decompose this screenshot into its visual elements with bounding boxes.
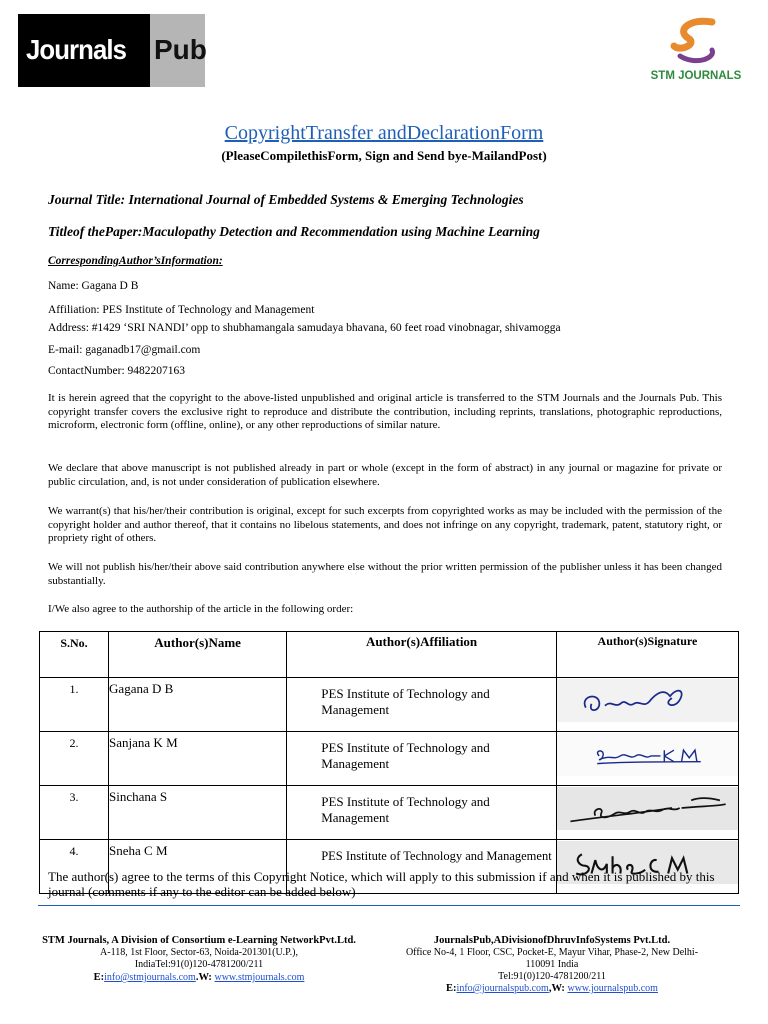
row-author-affiliation: PES Institute of Technology and Management xyxy=(287,840,557,894)
signature-cell xyxy=(556,786,738,840)
table-row xyxy=(40,786,739,840)
footer-right-company: JournalsPub,ADivisionofDhruvInfoSystems Pvt.Ltd. xyxy=(433,935,671,946)
logo-word-pub: Pub xyxy=(154,34,207,65)
footer-right-address1: Office No-4, 1 Floor, CSC, Pocket-E, Mayur Vihar, Phase-2, New Delhi- xyxy=(405,947,699,958)
footer-left-email-link[interactable]: info@stmjournals.com xyxy=(104,972,196,983)
footer-left: STM Journals, A Division of Consortium e-Learning NetworkPvt.Ltd. A-118, 1st Floor, Sector-63, Noida-201301(U.P.), IndiaTel:91(0)120-4781200/211 E:info@stmjournals.com.W: www.stmjournals.com xyxy=(14,935,384,984)
stm-journals-logo xyxy=(640,16,752,86)
footer-right-web-link[interactable]: www.journalspub.com xyxy=(567,983,658,994)
corresponding-author-heading: CorrespondingAuthor’sInformation: xyxy=(48,255,223,267)
paragraph-authorship: I/We also agree to the authorship of the article in the following order: xyxy=(48,603,354,615)
logo-word-journals: Journals xyxy=(26,34,127,65)
stm-journals-text: STM JOURNALS xyxy=(650,70,742,82)
form-title: CopyrightTransfer andDeclarationForm xyxy=(224,122,544,144)
signature-image xyxy=(557,786,738,831)
author-contact: ContactNumber: 9482207163 xyxy=(48,365,186,377)
row-sno: 1. xyxy=(40,678,109,732)
paragraph-declaration: We declare that above manuscript is not published already in part or whole (except in the form of abstract) in any journal or magazine for private or public circulation, and, is not under consideration of publication elsewhere. xyxy=(48,462,722,488)
paper-title: Titleof thePaper:Maculopathy Detection and Recommendation using Machine Learning xyxy=(48,224,540,239)
row-author-affiliation: PES Institute of Technology and Management xyxy=(287,678,557,732)
footer-right-email-link[interactable]: info@journalspub.com xyxy=(456,983,549,994)
signature-cell xyxy=(556,732,738,786)
author-email: E-mail: gaganadb17@gmail.com xyxy=(48,344,201,356)
footer-right-address2: 110091 India xyxy=(525,959,579,970)
footer-left-address2: IndiaTel:91(0)120-4781200/211 xyxy=(134,959,264,970)
terms-statement: The author(s) agree to the terms of this Copyright Notice, which will apply to this submission if and when it is published by this journal (comments if any to the editor can be added below) xyxy=(48,869,715,899)
form-subtitle: (PleaseCompilethisForm, Sign and Send bye-MailandPost) xyxy=(221,148,547,163)
paragraph-no-republish: We will not publish his/her/their above said contribution anywhere else without the prior written permission of the publisher unless it has been changed substantially. xyxy=(48,561,722,587)
row-author-name: Sneha C M xyxy=(109,840,287,894)
authors-table xyxy=(39,631,739,894)
header-author-name: Author(s)Name xyxy=(109,632,287,678)
row-author-affiliation: PES Institute of Technology and Management xyxy=(287,732,557,786)
footer-right: JournalsPub,ADivisionofDhruvInfoSystems Pvt.Ltd. Office No-4, 1 Floor, CSC, Pocket-E, Mayur Vihar, Phase-2, New Delhi- 110091 India Tel:91(0)120-4781200/211 E:info@journalspub.com,W: www.journalspub.com xyxy=(362,935,742,995)
table-header-row xyxy=(40,632,739,678)
row-author-name: Gagana D B xyxy=(109,678,287,732)
table-row xyxy=(40,732,739,786)
stm-swirl-icon xyxy=(640,16,752,70)
footer-right-tel: Tel:91(0)120-4781200/211 xyxy=(498,971,606,982)
signature-image xyxy=(557,732,738,777)
author-name: Name: Gagana D B xyxy=(48,280,139,292)
table-row xyxy=(40,678,739,732)
journalspub-logo xyxy=(18,14,205,87)
row-author-name: Sinchana S xyxy=(109,786,287,840)
paragraph-warranty: We warrant(s) that his/her/their contribution is original, except for such excerpts from copyrighted works as may be included with the permission of the copyright holder and author thereof, that it contains no libelous statements, and does not infringe on any copyright, trademark, patent, statutory right, or propriety right of others. xyxy=(48,505,722,544)
author-affiliation: Affiliation: PES Institute of Technology and Management xyxy=(48,304,315,316)
author-address: Address: #1429 ‘SRI NANDI’ opp to shubhamangala samudaya bhavana, 60 feet road vinobnagar, shivamogga xyxy=(48,322,561,334)
row-sno: 3. xyxy=(40,786,109,840)
row-author-name: Sanjana K M xyxy=(109,732,287,786)
footer-divider xyxy=(38,905,740,906)
header-author-signature: Author(s)Signature xyxy=(556,632,738,678)
row-author-affiliation: PES Institute of Technology and Management xyxy=(287,786,557,840)
journal-title: Journal Title: International Journal of Embedded Systems & Emerging Technologies xyxy=(48,192,524,207)
paragraph-copyright-transfer: It is herein agreed that the copyright to the above-listed unpublished and original article is transferred to the STM Journals and the Journals Pub. This copyright transfer covers the exclusive right to reproduce and distribute the contribution, including reprints, translations, photographic reproductions, microform, electronic form (offline, online), or any other reproductions of similar nature. xyxy=(48,392,722,431)
footer-left-web-link[interactable]: www.stmjournals.com xyxy=(214,972,305,983)
footer-left-address1: A-118, 1st Floor, Sector-63, Noida-201301(U.P.), xyxy=(100,947,298,958)
header-sno: S.No. xyxy=(40,632,109,678)
signature-cell xyxy=(556,678,738,732)
row-sno: 2. xyxy=(40,732,109,786)
header-author-affiliation: Author(s)Affiliation xyxy=(287,632,557,678)
row-sno: 4. xyxy=(40,840,109,894)
signature-image xyxy=(557,678,738,723)
footer-left-company: STM Journals, A Division of Consortium e-Learning NetworkPvt.Ltd. xyxy=(42,935,356,946)
